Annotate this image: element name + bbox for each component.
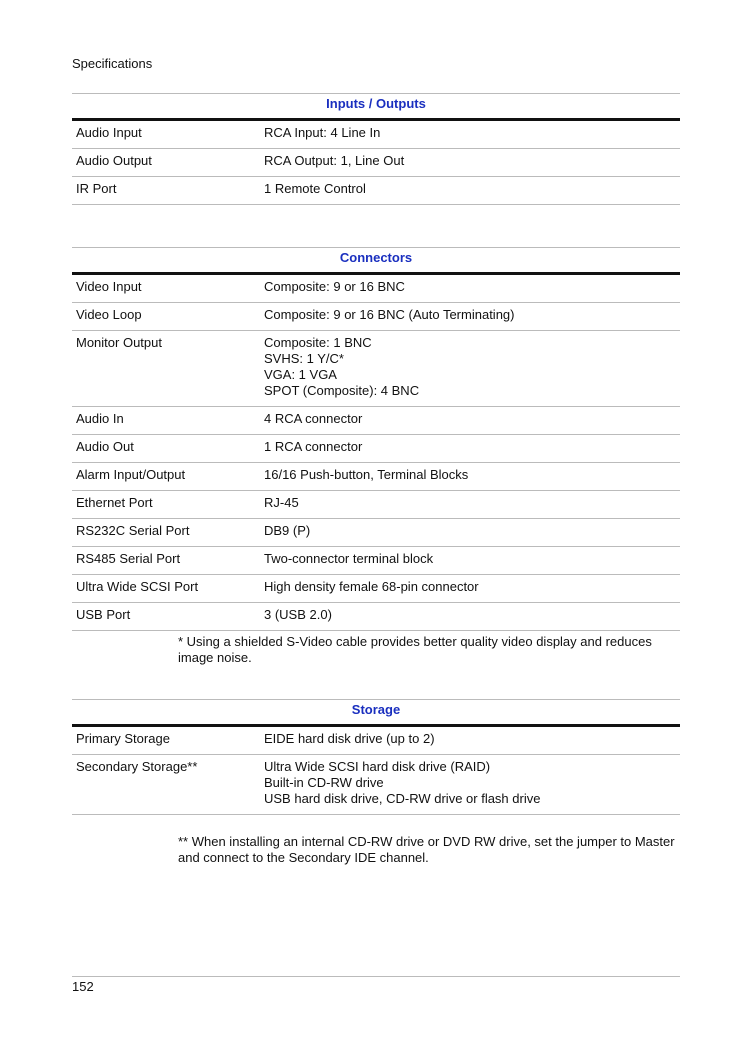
spec-label: Video Loop — [72, 303, 260, 331]
spec-label: Primary Storage — [72, 726, 260, 755]
table-row — [72, 463, 680, 491]
spec-label: RS485 Serial Port — [72, 547, 260, 575]
spec-label: Audio Out — [72, 435, 260, 463]
spec-label: RS232C Serial Port — [72, 519, 260, 547]
table-row — [72, 547, 680, 575]
table-row — [72, 274, 680, 303]
spec-label: IR Port — [72, 177, 260, 205]
table-row — [72, 519, 680, 547]
spec-value — [260, 575, 680, 603]
connectors-table — [72, 247, 680, 631]
table-row — [72, 303, 680, 331]
table-row — [72, 575, 680, 603]
spec-value-line: 16/16 Push-button, Terminal Blocks — [264, 467, 469, 482]
table-row — [72, 491, 680, 519]
spec-label: Audio Input — [72, 120, 260, 149]
table-title: Inputs / Outputs — [72, 94, 680, 120]
table-row — [72, 726, 680, 755]
spec-value — [260, 120, 680, 149]
spec-label: Ethernet Port — [72, 491, 260, 519]
spec-value-line: USB hard disk drive, CD-RW drive or flash drive — [264, 791, 541, 806]
storage-table — [72, 699, 680, 815]
spec-value-line: SVHS: 1 Y/C* — [264, 351, 344, 366]
spec-value — [260, 603, 680, 631]
spec-value-line: 1 Remote Control — [264, 181, 366, 196]
spec-value — [260, 303, 680, 331]
spec-value — [260, 149, 680, 177]
table-title: Storage — [72, 700, 680, 726]
table-row — [72, 331, 680, 407]
spec-value-line: Composite: 1 BNC — [264, 335, 372, 350]
spec-value-line: 4 RCA connector — [264, 411, 363, 426]
spec-label: Ultra Wide SCSI Port — [72, 575, 260, 603]
spec-value-line: EIDE hard disk drive (up to 2) — [264, 731, 435, 746]
table-row — [72, 177, 680, 205]
spec-value — [260, 726, 680, 755]
spec-value-line: Two-connector terminal block — [264, 551, 434, 566]
table-row — [72, 120, 680, 149]
table-row — [72, 149, 680, 177]
spec-label: Secondary Storage** — [72, 755, 260, 815]
spec-label: Video Input — [72, 274, 260, 303]
spec-value — [260, 274, 680, 303]
footer-divider — [72, 976, 680, 977]
spec-value — [260, 331, 680, 407]
spec-value-line: RJ-45 — [264, 495, 299, 510]
spec-value-line: Composite: 9 or 16 BNC — [264, 279, 405, 294]
spec-value — [260, 755, 680, 815]
spec-value-line: 3 (USB 2.0) — [264, 607, 332, 622]
spec-value-line: VGA: 1 VGA — [264, 367, 337, 382]
spec-value-line: SPOT (Composite): 4 BNC — [264, 383, 420, 398]
spec-label: Monitor Output — [72, 331, 260, 407]
spec-value — [260, 547, 680, 575]
spec-value-line: Ultra Wide SCSI hard disk drive (RAID) — [264, 759, 491, 774]
table-row — [72, 407, 680, 435]
spec-value-line: RCA Output: 1, Line Out — [264, 153, 405, 168]
cdrw-footnote: ** When installing an internal CD-RW drive or DVD RW drive, set the jumper to Master and connect to the Secondary IDE channel. — [178, 834, 675, 865]
spec-label: Audio In — [72, 407, 260, 435]
spec-value-line: Composite: 9 or 16 BNC (Auto Terminating) — [264, 307, 515, 322]
table-title: Connectors — [72, 248, 680, 274]
spec-value — [260, 435, 680, 463]
spec-label: USB Port — [72, 603, 260, 631]
section-header: Specifications — [72, 56, 153, 71]
table-row — [72, 755, 680, 815]
spec-label: Alarm Input/Output — [72, 463, 260, 491]
spec-value-line: DB9 (P) — [264, 523, 311, 538]
spec-value — [260, 463, 680, 491]
table-row — [72, 603, 680, 631]
spec-value — [260, 519, 680, 547]
spec-label: Audio Output — [72, 149, 260, 177]
spec-value — [260, 407, 680, 435]
inputs-outputs-table — [72, 93, 680, 205]
page-number: 152 — [72, 979, 94, 994]
spec-value-line: 1 RCA connector — [264, 439, 363, 454]
spec-value-line: RCA Input: 4 Line In — [264, 125, 381, 140]
spec-value-line: High density female 68-pin connector — [264, 579, 479, 594]
spec-value-line: Built-in CD-RW drive — [264, 775, 384, 790]
spec-value — [260, 491, 680, 519]
spec-value — [260, 177, 680, 205]
table-row — [72, 435, 680, 463]
svideo-footnote: * Using a shielded S-Video cable provides better quality video display and reduces image noise. — [178, 634, 652, 665]
